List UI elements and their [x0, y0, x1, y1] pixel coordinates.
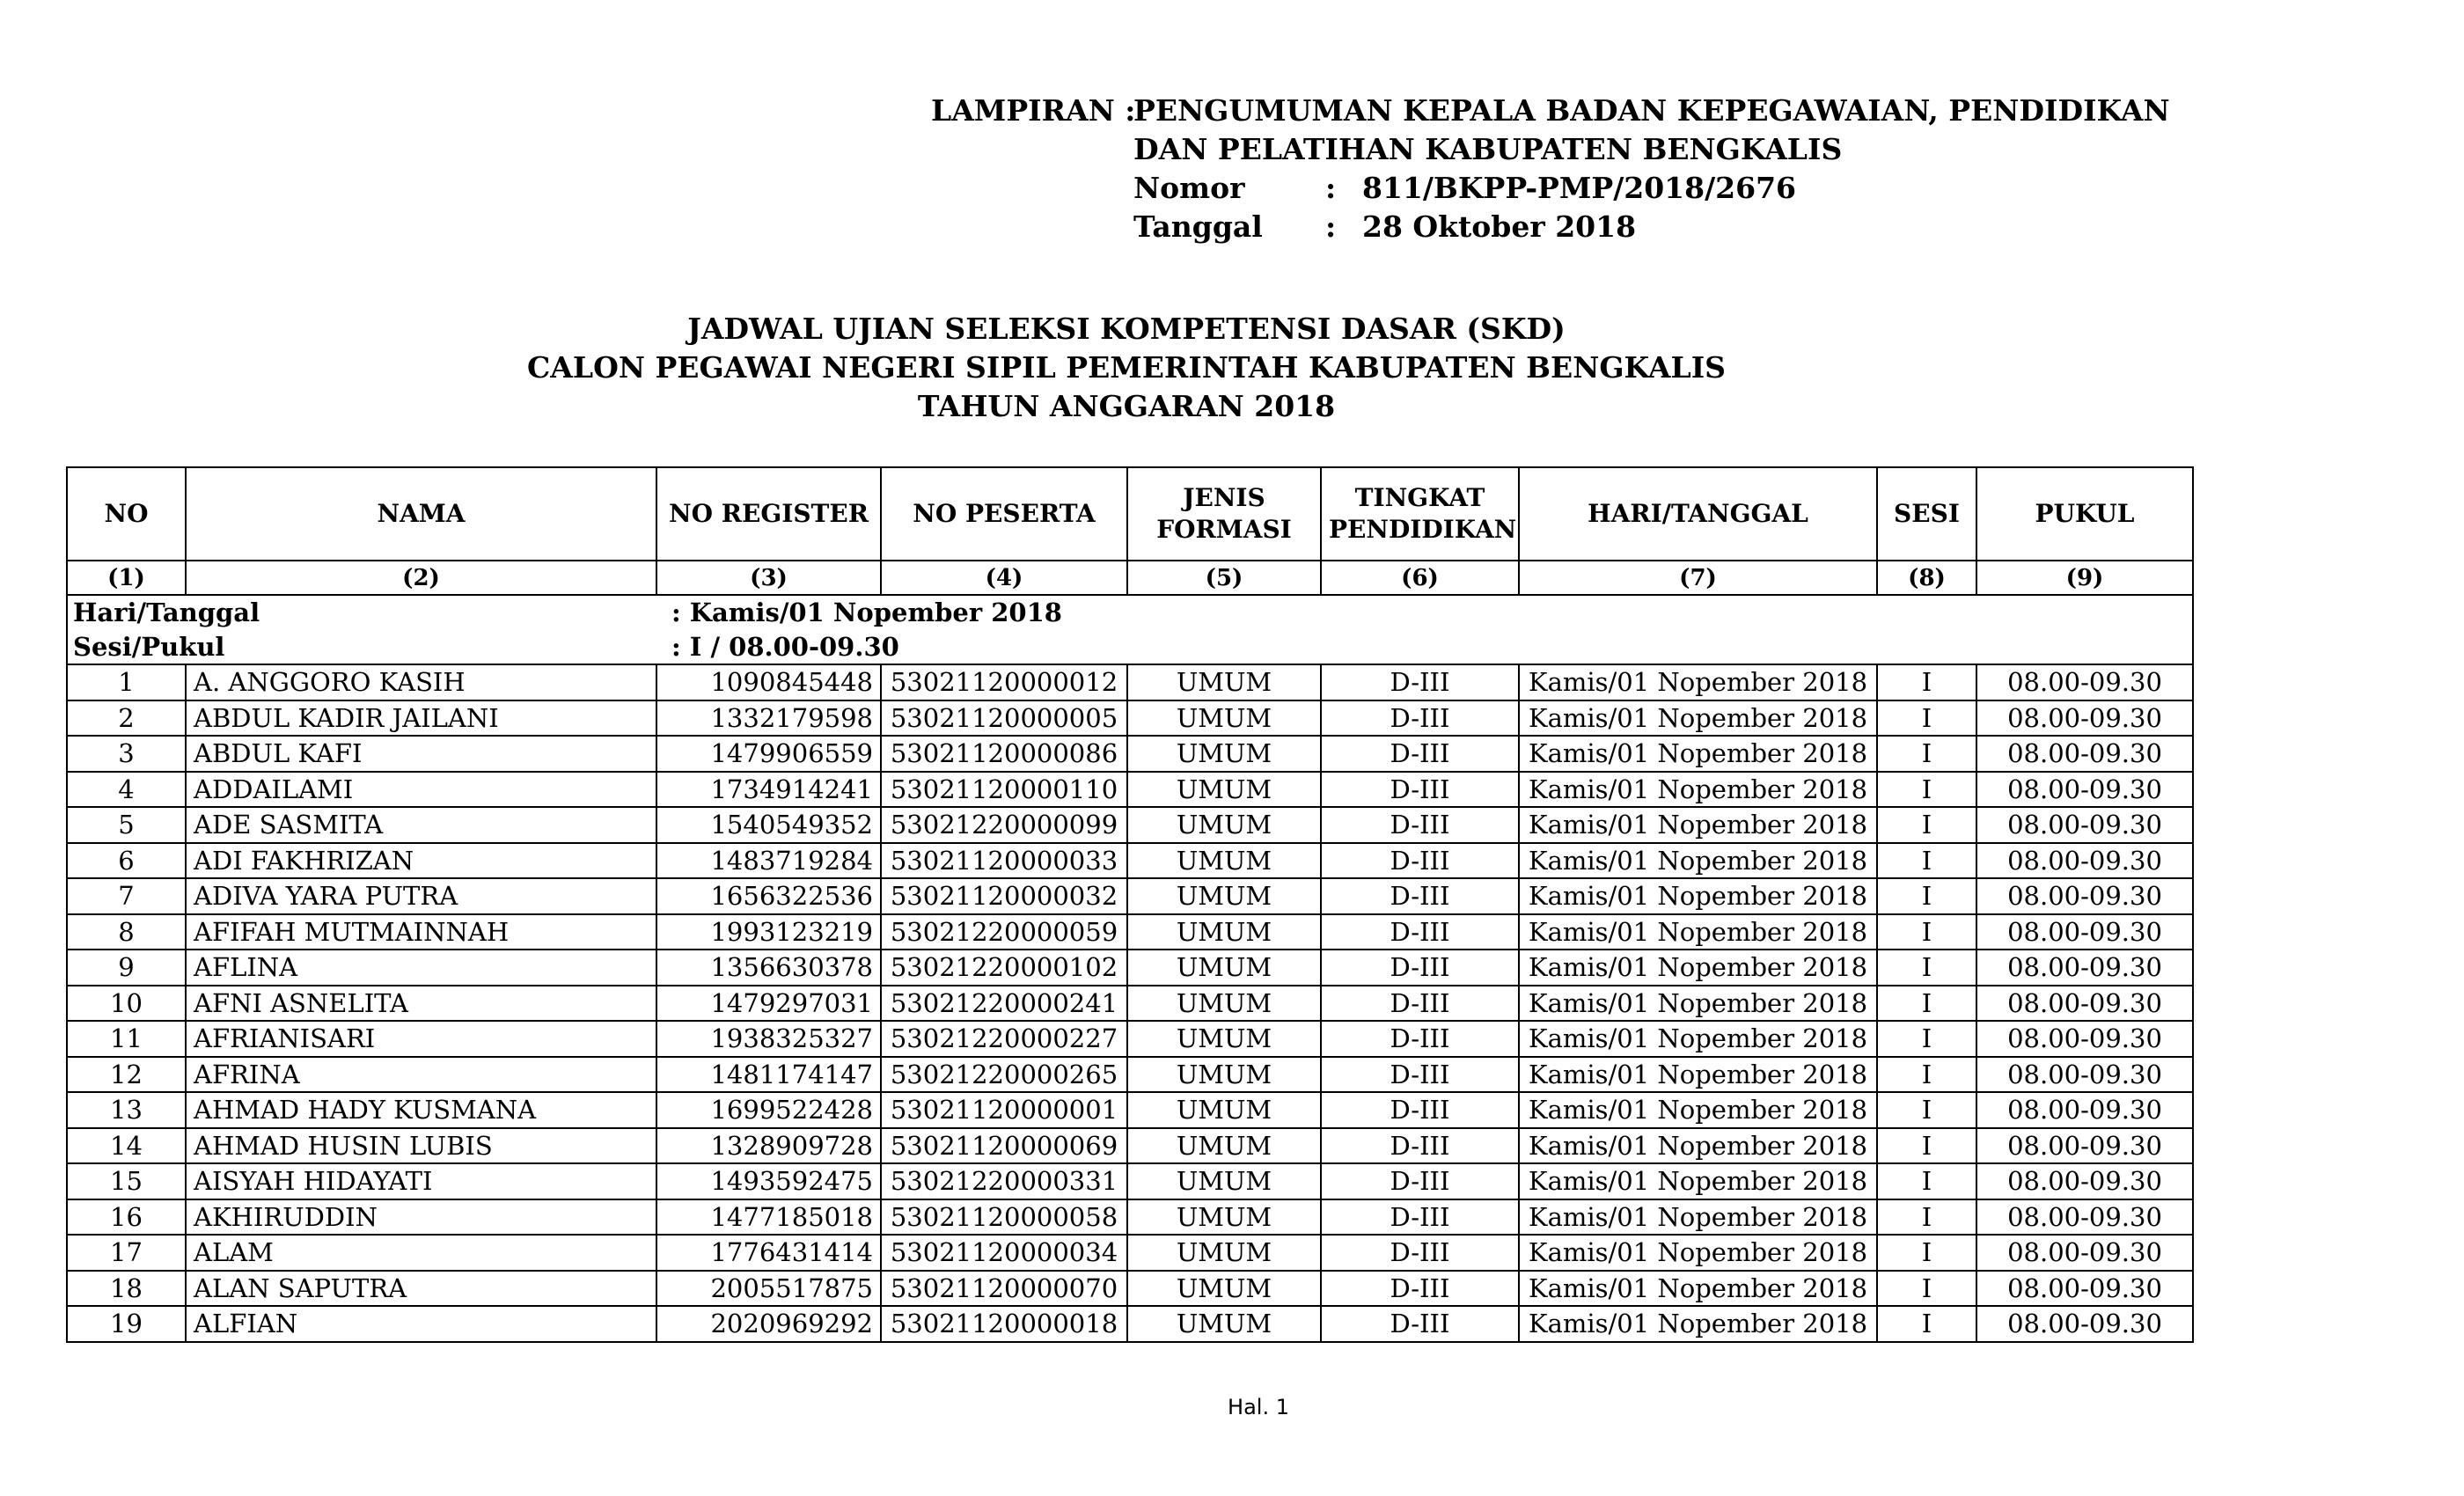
- col-header-hari-tanggal: HARI/TANGGAL: [1519, 467, 1877, 561]
- cell-no: 9: [67, 950, 186, 986]
- cell-tingkat-pendidikan: D-III: [1321, 772, 1519, 808]
- table-row: [67, 950, 2193, 986]
- col-number: (6): [1321, 561, 1519, 595]
- cell-no: 5: [67, 807, 186, 843]
- col-header-sesi: SESI: [1877, 467, 1976, 561]
- cell-no-register: 1493592475: [656, 1163, 881, 1199]
- lampiran-label: LAMPIRAN :: [931, 93, 1136, 128]
- cell-pukul: 08.00-09.30: [1976, 1128, 2193, 1164]
- cell-no-register: 1938325327: [656, 1021, 881, 1057]
- group-sesi-row: [67, 630, 2193, 665]
- cell-no-peserta: 53021120000034: [881, 1235, 1127, 1271]
- lampiran-row: [931, 92, 2170, 130]
- col-number: (8): [1877, 561, 1976, 595]
- cell-tingkat-pendidikan: D-III: [1321, 1092, 1519, 1128]
- cell-pukul: 08.00-09.30: [1976, 1271, 2193, 1307]
- cell-sesi: I: [1877, 1128, 1976, 1164]
- col-number: (5): [1127, 561, 1321, 595]
- cell-no: 10: [67, 986, 186, 1022]
- cell-no-peserta: 53021120000033: [881, 843, 1127, 879]
- col-header-no-peserta: NO PESERTA: [881, 467, 1127, 561]
- nomor-label: Nomor: [1133, 171, 1245, 205]
- cell-nama: ABDUL KADIR JAILANI: [186, 700, 656, 737]
- cell-sesi: I: [1877, 772, 1976, 808]
- cell-tingkat-pendidikan: D-III: [1321, 1128, 1519, 1164]
- cell-pukul: 08.00-09.30: [1976, 664, 2193, 700]
- nomor-value: 811/BKPP-PMP/2018/2676: [1362, 171, 1796, 205]
- group-hari-row: [67, 595, 2193, 630]
- col-number: (9): [1976, 561, 2193, 595]
- cell-sesi: I: [1877, 1235, 1976, 1271]
- cell-jenis-formasi: UMUM: [1127, 843, 1321, 879]
- cell-no: 1: [67, 664, 186, 700]
- cell-no-register: 1477185018: [656, 1199, 881, 1236]
- cell-tingkat-pendidikan: D-III: [1321, 1057, 1519, 1093]
- table-row: [67, 1021, 2193, 1057]
- cell-nama: ADI FAKHRIZAN: [186, 843, 656, 879]
- table-row: [67, 1163, 2193, 1199]
- cell-pukul: 08.00-09.30: [1976, 736, 2193, 772]
- cell-no: 2: [67, 700, 186, 737]
- col-header-no-register: NO REGISTER: [656, 467, 881, 561]
- cell-pukul: 08.00-09.30: [1976, 807, 2193, 843]
- cell-no-peserta: 53021120000058: [881, 1199, 1127, 1236]
- document-title: [0, 310, 2253, 426]
- tanggal-value: 28 Oktober 2018: [1362, 209, 1637, 244]
- cell-no-peserta: 53021120000018: [881, 1306, 1127, 1342]
- table-row: [67, 1235, 2193, 1271]
- cell-pukul: 08.00-09.30: [1976, 986, 2193, 1022]
- cell-sesi: I: [1877, 1092, 1976, 1128]
- cell-pukul: 08.00-09.30: [1976, 700, 2193, 737]
- page-number: Hal. 1: [1228, 1395, 1289, 1419]
- col-header-pukul: PUKUL: [1976, 467, 2193, 561]
- cell-no-register: 1479906559: [656, 736, 881, 772]
- cell-hari-tanggal: Kamis/01 Nopember 2018: [1519, 950, 1877, 986]
- cell-jenis-formasi: UMUM: [1127, 914, 1321, 950]
- header-row: [67, 467, 2193, 561]
- cell-no-register: 1656322536: [656, 878, 881, 914]
- nomor-row: [931, 169, 2170, 208]
- cell-hari-tanggal: Kamis/01 Nopember 2018: [1519, 1163, 1877, 1199]
- cell-tingkat-pendidikan: D-III: [1321, 1306, 1519, 1342]
- title-line-2: CALON PEGAWAI NEGERI SIPIL PEMERINTAH KABUPATEN BENGKALIS: [527, 350, 1726, 385]
- cell-pukul: 08.00-09.30: [1976, 1163, 2193, 1199]
- cell-nama: ADE SASMITA: [186, 807, 656, 843]
- cell-jenis-formasi: UMUM: [1127, 1128, 1321, 1164]
- cell-nama: AFIFAH MUTMAINNAH: [186, 914, 656, 950]
- cell-sesi: I: [1877, 1163, 1976, 1199]
- cell-tingkat-pendidikan: D-III: [1321, 950, 1519, 986]
- cell-nama: ABDUL KAFI: [186, 736, 656, 772]
- cell-no-peserta: 53021220000099: [881, 807, 1127, 843]
- cell-no-register: 1356630378: [656, 950, 881, 986]
- cell-nama: ADDAILAMI: [186, 772, 656, 808]
- cell-tingkat-pendidikan: D-III: [1321, 736, 1519, 772]
- cell-sesi: I: [1877, 950, 1976, 986]
- group-sesi-label: Sesi/Pukul: [73, 631, 225, 662]
- cell-no-register: 1776431414: [656, 1235, 881, 1271]
- cell-pukul: 08.00-09.30: [1976, 1092, 2193, 1128]
- cell-jenis-formasi: UMUM: [1127, 772, 1321, 808]
- cell-hari-tanggal: Kamis/01 Nopember 2018: [1519, 1092, 1877, 1128]
- cell-no: 7: [67, 878, 186, 914]
- cell-no-peserta: 53021220000241: [881, 986, 1127, 1022]
- cell-sesi: I: [1877, 986, 1976, 1022]
- table-row: [67, 807, 2193, 843]
- title-line-1: JADWAL UJIAN SELEKSI KOMPETENSI DASAR (SKD): [687, 312, 1566, 346]
- cell-sesi: I: [1877, 1306, 1976, 1342]
- cell-no: 14: [67, 1128, 186, 1164]
- cell-hari-tanggal: Kamis/01 Nopember 2018: [1519, 914, 1877, 950]
- table-row: [67, 1128, 2193, 1164]
- cell-no: 15: [67, 1163, 186, 1199]
- table-row: [67, 664, 2193, 700]
- cell-hari-tanggal: Kamis/01 Nopember 2018: [1519, 1235, 1877, 1271]
- cell-sesi: I: [1877, 736, 1976, 772]
- tanggal-label: Tanggal: [1133, 209, 1263, 244]
- cell-jenis-formasi: UMUM: [1127, 700, 1321, 737]
- cell-jenis-formasi: UMUM: [1127, 1021, 1321, 1057]
- cell-hari-tanggal: Kamis/01 Nopember 2018: [1519, 843, 1877, 879]
- cell-tingkat-pendidikan: D-III: [1321, 1271, 1519, 1307]
- cell-no-peserta: 53021120000005: [881, 700, 1127, 737]
- cell-sesi: I: [1877, 1199, 1976, 1236]
- table-row: [67, 914, 2193, 950]
- cell-nama: AISYAH HIDAYATI: [186, 1163, 656, 1199]
- cell-no-register: 1328909728: [656, 1128, 881, 1164]
- cell-hari-tanggal: Kamis/01 Nopember 2018: [1519, 1021, 1877, 1057]
- cell-jenis-formasi: UMUM: [1127, 1235, 1321, 1271]
- cell-tingkat-pendidikan: D-III: [1321, 1163, 1519, 1199]
- col-number: (7): [1519, 561, 1877, 595]
- cell-no-register: 1090845448: [656, 664, 881, 700]
- cell-nama: ALFIAN: [186, 1306, 656, 1342]
- cell-pukul: 08.00-09.30: [1976, 878, 2193, 914]
- cell-hari-tanggal: Kamis/01 Nopember 2018: [1519, 1271, 1877, 1307]
- table-row: [67, 1306, 2193, 1342]
- cell-sesi: I: [1877, 843, 1976, 879]
- cell-jenis-formasi: UMUM: [1127, 1092, 1321, 1128]
- cell-no-peserta: 53021120000032: [881, 878, 1127, 914]
- cell-nama: AFLINA: [186, 950, 656, 986]
- col-header-nama: NAMA: [186, 467, 656, 561]
- group-hari-value: : Kamis/01 Nopember 2018: [671, 598, 1062, 628]
- cell-tingkat-pendidikan: D-III: [1321, 807, 1519, 843]
- schedule-table: [66, 466, 2194, 1343]
- cell-hari-tanggal: Kamis/01 Nopember 2018: [1519, 807, 1877, 843]
- cell-pukul: 08.00-09.30: [1976, 914, 2193, 950]
- cell-sesi: I: [1877, 807, 1976, 843]
- cell-pukul: 08.00-09.30: [1976, 1235, 2193, 1271]
- cell-nama: ADIVA YARA PUTRA: [186, 878, 656, 914]
- cell-no-peserta: 53021220000331: [881, 1163, 1127, 1199]
- cell-no-peserta: 53021120000069: [881, 1128, 1127, 1164]
- cell-no: 11: [67, 1021, 186, 1057]
- table-row: [67, 1199, 2193, 1236]
- cell-hari-tanggal: Kamis/01 Nopember 2018: [1519, 1128, 1877, 1164]
- cell-pukul: 08.00-09.30: [1976, 843, 2193, 879]
- cell-no: 19: [67, 1306, 186, 1342]
- cell-jenis-formasi: UMUM: [1127, 878, 1321, 914]
- cell-no-register: 2005517875: [656, 1271, 881, 1307]
- cell-hari-tanggal: Kamis/01 Nopember 2018: [1519, 1057, 1877, 1093]
- cell-hari-tanggal: Kamis/01 Nopember 2018: [1519, 878, 1877, 914]
- col-number: (2): [186, 561, 656, 595]
- cell-pukul: 08.00-09.30: [1976, 772, 2193, 808]
- col-number: (1): [67, 561, 186, 595]
- cell-hari-tanggal: Kamis/01 Nopember 2018: [1519, 664, 1877, 700]
- cell-tingkat-pendidikan: D-III: [1321, 1021, 1519, 1057]
- cell-no: 13: [67, 1092, 186, 1128]
- cell-no-register: 1481174147: [656, 1057, 881, 1093]
- cell-hari-tanggal: Kamis/01 Nopember 2018: [1519, 736, 1877, 772]
- cell-nama: AFNI ASNELITA: [186, 986, 656, 1022]
- cell-no-peserta: 53021220000102: [881, 950, 1127, 986]
- cell-pukul: 08.00-09.30: [1976, 950, 2193, 986]
- col-number: (4): [881, 561, 1127, 595]
- lampiran-line1: PENGUMUMAN KEPALA BADAN KEPEGAWAIAN, PENDIDIKAN: [1133, 93, 2170, 128]
- cell-sesi: I: [1877, 1271, 1976, 1307]
- nomor-colon: :: [1325, 171, 1337, 205]
- cell-tingkat-pendidikan: D-III: [1321, 700, 1519, 737]
- tanggal-row: [931, 208, 2170, 246]
- cell-sesi: I: [1877, 1057, 1976, 1093]
- col-header-tingkat-pendidikan: TINGKAT PENDIDIKAN: [1321, 467, 1519, 561]
- cell-jenis-formasi: UMUM: [1127, 1163, 1321, 1199]
- cell-no-register: 1483719284: [656, 843, 881, 879]
- col-number: (3): [656, 561, 881, 595]
- cell-sesi: I: [1877, 664, 1976, 700]
- cell-no: 12: [67, 1057, 186, 1093]
- table-row: [67, 1057, 2193, 1093]
- table-row: [67, 843, 2193, 879]
- cell-tingkat-pendidikan: D-III: [1321, 914, 1519, 950]
- cell-tingkat-pendidikan: D-III: [1321, 878, 1519, 914]
- cell-no: 3: [67, 736, 186, 772]
- cell-no-peserta: 53021120000001: [881, 1092, 1127, 1128]
- table-row: [67, 700, 2193, 737]
- cell-pukul: 08.00-09.30: [1976, 1057, 2193, 1093]
- cell-no-peserta: 53021120000086: [881, 736, 1127, 772]
- title-line-3: TAHUN ANGGARAN 2018: [917, 389, 1336, 423]
- cell-pukul: 08.00-09.30: [1976, 1306, 2193, 1342]
- cell-no-register: 1699522428: [656, 1092, 881, 1128]
- table-row: [67, 878, 2193, 914]
- cell-hari-tanggal: Kamis/01 Nopember 2018: [1519, 1306, 1877, 1342]
- cell-no-peserta: 53021220000265: [881, 1057, 1127, 1093]
- cell-tingkat-pendidikan: D-III: [1321, 843, 1519, 879]
- cell-nama: AFRINA: [186, 1057, 656, 1093]
- cell-nama: AHMAD HADY KUSMANA: [186, 1092, 656, 1128]
- cell-no: 4: [67, 772, 186, 808]
- cell-jenis-formasi: UMUM: [1127, 1271, 1321, 1307]
- cell-no-peserta: 53021220000227: [881, 1021, 1127, 1057]
- table-row: [67, 1271, 2193, 1307]
- cell-tingkat-pendidikan: D-III: [1321, 1235, 1519, 1271]
- group-sesi-value: : I / 08.00-09.30: [671, 631, 899, 662]
- group-hari-label: Hari/Tanggal: [73, 598, 260, 628]
- cell-no-peserta: 53021120000070: [881, 1271, 1127, 1307]
- table-row: [67, 986, 2193, 1022]
- cell-tingkat-pendidikan: D-III: [1321, 1199, 1519, 1236]
- cell-sesi: I: [1877, 914, 1976, 950]
- cell-no-register: 1993123219: [656, 914, 881, 950]
- cell-nama: ALAN SAPUTRA: [186, 1271, 656, 1307]
- cell-no-peserta: 53021220000059: [881, 914, 1127, 950]
- cell-jenis-formasi: UMUM: [1127, 1306, 1321, 1342]
- cell-sesi: I: [1877, 1021, 1976, 1057]
- cell-jenis-formasi: UMUM: [1127, 986, 1321, 1022]
- lampiran-line2: DAN PELATIHAN KABUPATEN BENGKALIS: [1133, 132, 1843, 166]
- cell-no: 16: [67, 1199, 186, 1236]
- cell-hari-tanggal: Kamis/01 Nopember 2018: [1519, 986, 1877, 1022]
- cell-nama: ALAM: [186, 1235, 656, 1271]
- lampiran-block: [931, 92, 2170, 246]
- cell-jenis-formasi: UMUM: [1127, 950, 1321, 986]
- cell-jenis-formasi: UMUM: [1127, 1057, 1321, 1093]
- table-row: [67, 1092, 2193, 1128]
- cell-tingkat-pendidikan: D-III: [1321, 986, 1519, 1022]
- cell-nama: AFRIANISARI: [186, 1021, 656, 1057]
- cell-no-register: 2020969292: [656, 1306, 881, 1342]
- cell-no-register: 1332179598: [656, 700, 881, 737]
- cell-no: 18: [67, 1271, 186, 1307]
- cell-no-register: 1479297031: [656, 986, 881, 1022]
- cell-no-peserta: 53021120000110: [881, 772, 1127, 808]
- cell-nama: AKHIRUDDIN: [186, 1199, 656, 1236]
- cell-no-register: 1734914241: [656, 772, 881, 808]
- cell-pukul: 08.00-09.30: [1976, 1021, 2193, 1057]
- cell-no: 17: [67, 1235, 186, 1271]
- cell-sesi: I: [1877, 878, 1976, 914]
- tanggal-colon: :: [1325, 209, 1337, 244]
- cell-no-register: 1540549352: [656, 807, 881, 843]
- cell-nama: A. ANGGORO KASIH: [186, 664, 656, 700]
- lampiran-row-2: [931, 130, 2170, 169]
- cell-hari-tanggal: Kamis/01 Nopember 2018: [1519, 772, 1877, 808]
- cell-jenis-formasi: UMUM: [1127, 807, 1321, 843]
- cell-jenis-formasi: UMUM: [1127, 736, 1321, 772]
- cell-sesi: I: [1877, 700, 1976, 737]
- cell-pukul: 08.00-09.30: [1976, 1199, 2193, 1236]
- table-row: [67, 772, 2193, 808]
- cell-hari-tanggal: Kamis/01 Nopember 2018: [1519, 700, 1877, 737]
- column-number-row: [67, 561, 2193, 595]
- cell-jenis-formasi: UMUM: [1127, 1199, 1321, 1236]
- cell-tingkat-pendidikan: D-III: [1321, 664, 1519, 700]
- cell-hari-tanggal: Kamis/01 Nopember 2018: [1519, 1199, 1877, 1236]
- col-header-no: NO: [67, 467, 186, 561]
- col-header-jenis-formasi: JENIS FORMASI: [1127, 467, 1321, 561]
- cell-jenis-formasi: UMUM: [1127, 664, 1321, 700]
- table-row: [67, 736, 2193, 772]
- cell-nama: AHMAD HUSIN LUBIS: [186, 1128, 656, 1164]
- cell-no: 6: [67, 843, 186, 879]
- cell-no: 8: [67, 914, 186, 950]
- cell-no-peserta: 53021120000012: [881, 664, 1127, 700]
